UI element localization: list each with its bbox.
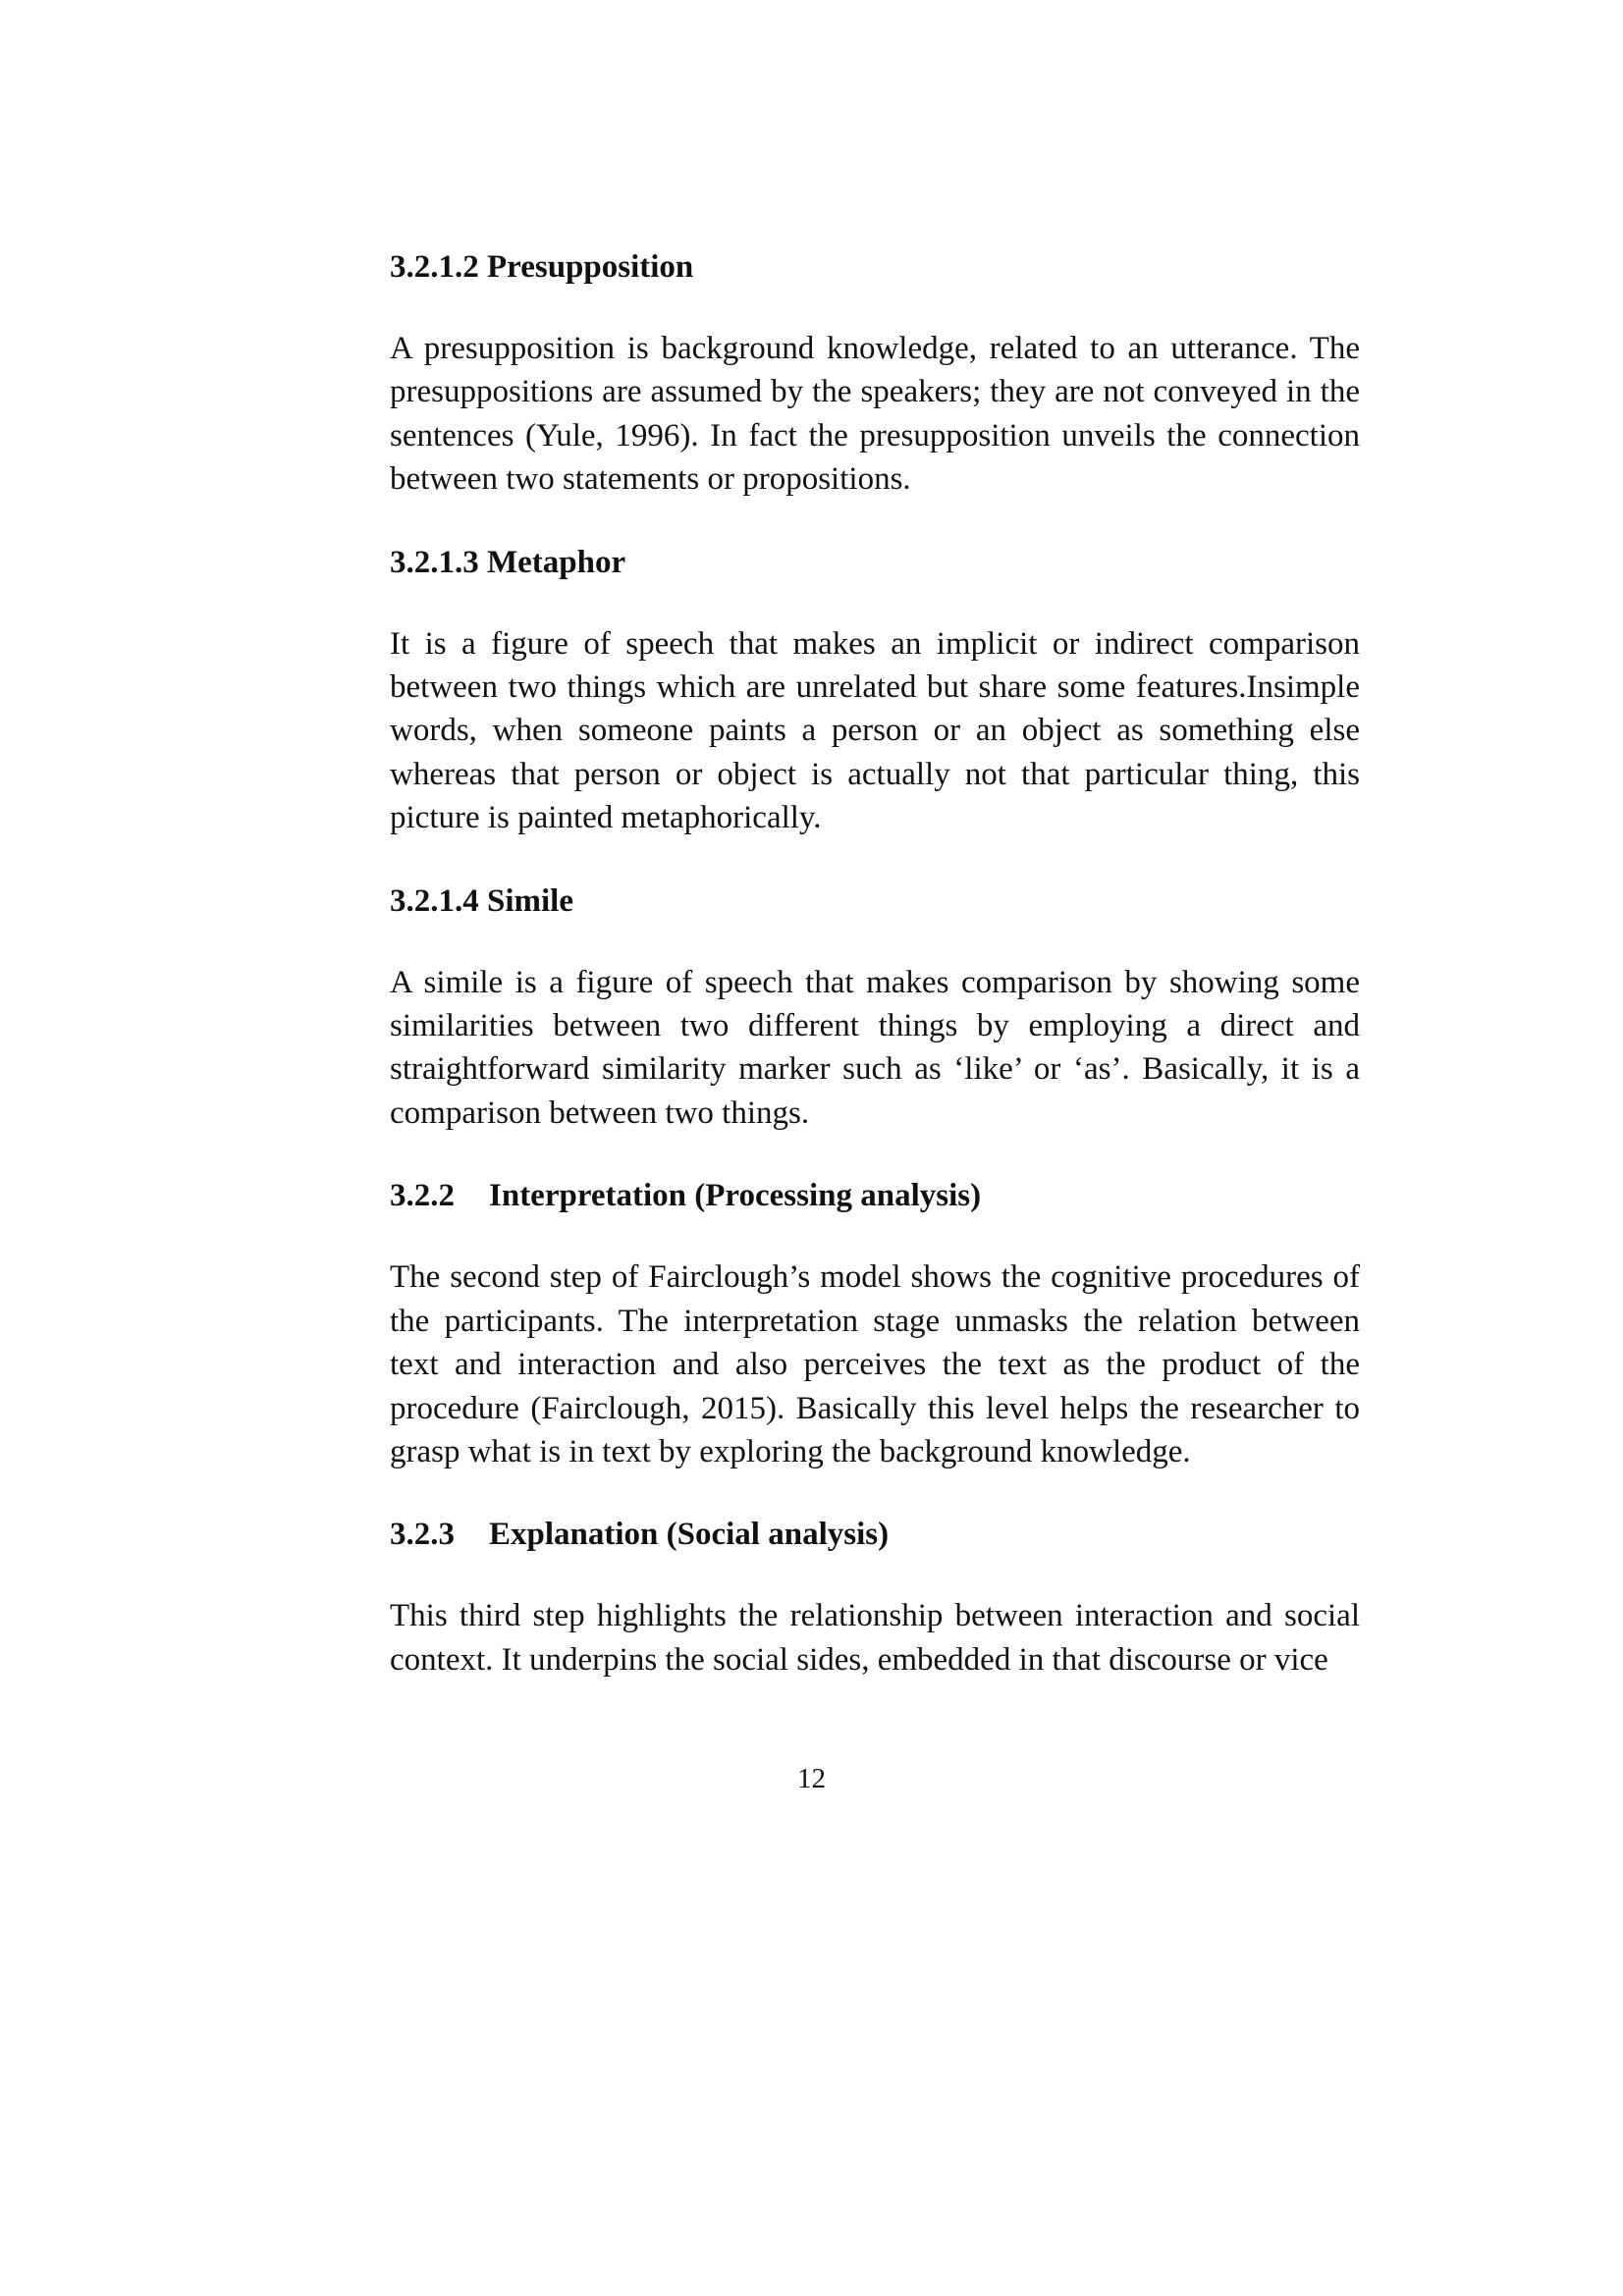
paragraph-explanation: This third step highlights the relationship between interaction and social context. It underpins the social sides, embedded in that discourse or vice: [390, 1598, 1360, 1678]
paragraph-simile: A simile is a figure of speech that makes comparison by showing some similarities between two different things by employing a direct and straightforward similarity marker such as ‘like’ or ‘as’. Basically, it is a comparison between two things.: [390, 964, 1360, 1131]
page-number: 12: [797, 1763, 826, 1794]
section-title: Explanation (Social analysis): [489, 1517, 890, 1553]
section-number: 3.2.3: [390, 1517, 455, 1553]
section-heading-interpretation: [390, 1174, 1360, 1217]
paragraph-interpretation: The second step of Fairclough’s model shows the cognitive procedures of the participants. The interpretation stage unmasks the relation between text and interaction and also perceives the text as the product of the procedure (Fairclough, 2015). Basically this level helps the researcher to grasp what is in text by exploring the background knowledge.: [390, 1259, 1360, 1469]
section-heading-metaphor: 3.2.1.3 Metaphor: [390, 544, 626, 580]
section-heading-presupposition: 3.2.1.2 Presupposition: [390, 249, 694, 285]
section-heading-simile: 3.2.1.4 Simile: [390, 882, 573, 919]
section-number: 3.2.2: [390, 1178, 455, 1214]
page-content: [390, 245, 1360, 1682]
section-heading-explanation: [390, 1513, 1360, 1556]
paragraph-presupposition: A presupposition is background knowledge, related to an utterance. The presuppositions are assumed by the speakers; they are not conveyed in the sentences (Yule, 1996). In fact the presupposition unveils the connection between two statements or propositions.: [390, 331, 1360, 498]
section-title: Interpretation (Processing analysis): [489, 1178, 982, 1214]
paragraph-metaphor: It is a figure of speech that makes an implicit or indirect comparison between two things which are unrelated but share some features.Insimple words, when someone paints a person or an object as something else whereas that person or object is actually not that particular thing, this picture is painted metaphorically.: [390, 625, 1360, 836]
